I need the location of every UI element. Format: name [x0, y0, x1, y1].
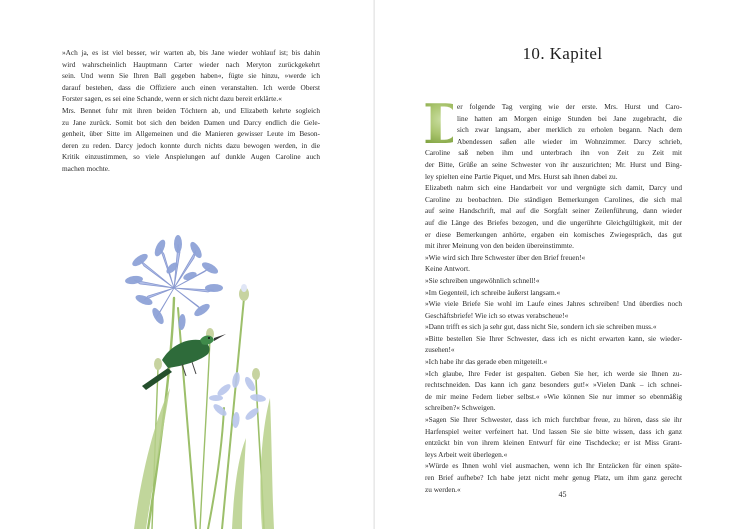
text-line: auf seine Handschrift, mal auf die Sorgfalt seiner Zeilenführung, dann wieder — [425, 206, 682, 216]
text-line: machen mochte. — [62, 163, 110, 173]
chapter-title: 10. Kapitel — [522, 44, 603, 63]
text-line: Forster sagen, es sei eine Schande, wenn er sich nicht dazu bereit erklärte.« — [62, 94, 282, 104]
text-line: er folgende Tag verging wie der erste. Mrs. Hurst und Caro- — [457, 102, 682, 111]
text-line: mit ihrer Meinung von den beiden übereinstimmte. — [425, 241, 574, 251]
text-line: Mrs. Bennet fuhr mit ihren beiden Töchtern ab, und Elizabeth kehrte sogleich — [62, 105, 320, 115]
text-line: »Dann trifft es sich ja sehr gut, dass nicht Sie, sondern ich sie schreiben muss.« — [425, 322, 657, 332]
page-number: 45 — [558, 490, 567, 499]
text-line: ren Brief aufhebe? Ich habe jetzt nicht mehr genug Platz, um ihm ganz gerecht — [425, 473, 682, 482]
left-page-text — [62, 47, 320, 175]
text-line: »Sagen Sie Ihrer Schwester, dass ich mich furchtbar freue, zu hören, dass sie ihr — [425, 415, 682, 425]
text-line: zu werden.« — [425, 484, 461, 494]
text-line: darauf bestehen, dass die Offiziere auch einen veranstalten. Ich werde Oberst — [62, 82, 320, 92]
text-line: zu Jane zurück. Somit bot sich den beiden Damen und Darcy endlich die Gele- — [62, 117, 320, 127]
text-line: auf die Länge des Briefes bezogen, und die ungerührte Gleichgültigkeit, mit der — [425, 217, 682, 227]
text-line: Kritik einzustimmen, so viele Anspielungen auf dunkle Augen Caroline auch — [62, 152, 320, 162]
text-line: »Ich habe ihr das gerade eben mitgeteilt.« — [425, 357, 548, 367]
text-line: »Wie wird sich Ihre Schwester über den Brief freuen!« — [425, 252, 586, 262]
text-line: »Sie schreiben ungewöhnlich schnell!« — [425, 275, 540, 285]
text-line: rechtschneiden. Das kann ich ganz besonders gut!« »Vielen Dank – ich schnei- — [425, 380, 682, 390]
text-line: sich zwar langsam, aber merklich zu erholen begann. Nach dem — [457, 125, 682, 135]
text-line: ley spielten eine Partie Piquet, und Mrs. Hurst sah ihnen dabei zu. — [425, 171, 618, 181]
agapanthus-illustration — [112, 218, 292, 529]
text-line: line hatten am Morgen einige Stunden bei Jane zugebracht, die — [457, 113, 682, 123]
text-line: schreiben?« Schweigen. — [425, 403, 496, 413]
text-line: er diese Bemerkungen anhörte, ergaben ein komisches Zwiegespräch, das gut — [425, 229, 682, 239]
text-line: sein. Und wenn Sie Ihren Ball gegeben haben«, fügte sie hinzu, »werde ich — [62, 71, 320, 81]
text-line: Elizabeth nahm sich eine Handarbeit vor und vergnügte sich damit, Darcy und — [425, 183, 682, 193]
text-line: Harfenspiel weiter verfeinert hat. Und lassen Sie sie bitte wissen, dass ich ganz — [425, 426, 682, 436]
text-line: Keine Antwort. — [425, 264, 470, 274]
text-line: deren zu reden. Darcy jedoch konnte durch nichts dazu bewogen werden, in die — [62, 140, 320, 150]
drop-cap-letter: D — [423, 92, 470, 156]
right-page-text — [423, 92, 682, 495]
text-line: genheit, über Sitte im Allgemeinen und die Manieren gewisser Leute im Beson- — [62, 129, 320, 139]
text-line: »Würde es Ihnen wohl viel ausmachen, wenn ich Ihr Entzücken für einen späte- — [425, 461, 682, 471]
text-line: »Im Gegenteil, ich schreibe äußerst langsam.« — [425, 287, 561, 297]
text-line: zusehen!« — [425, 345, 455, 355]
text-line: »Ich glaube, Ihre Feder ist gespalten. Geben Sie her, ich werde sie Ihnen zu- — [425, 368, 682, 378]
text-line: Geschäftsbriefe! Wie ich so etwas verabscheue!« — [425, 310, 569, 320]
text-line: Caroline saß neben ihm und unterbrach ihn von Zeit zu Zeit mit — [425, 148, 682, 158]
text-line: »Bitte bestellen Sie Ihrer Schwester, dass ich es nicht erwarten kann, sie wieder- — [425, 333, 682, 343]
text-line: leys Arbeit weit überlegen.« — [425, 449, 508, 459]
text-line: Abendessen saßen alle wieder im Wohnzimmer. Darcy schrieb, — [457, 136, 682, 146]
text-line: wird wahrscheinlich Hauptmann Carter wieder nach Meryton zurückgekehrt — [62, 59, 320, 69]
text-line: entzückt bin von ihrem kleinen Entwurf für eine Tischdecke; er ist Miss Grant- — [425, 438, 682, 448]
text-line: »Ach ja, es ist viel besser, wir warten ab, bis Jane wieder wohlauf ist; bis dahin — [62, 48, 320, 57]
text-line: de mir meine Federn lieber selbst.« »Wie können Sie nur immer so ebenmäßig — [425, 391, 682, 401]
text-line: Caroline zu beobachten. Die ständigen Bemerkungen Carolines, die sich mal — [425, 194, 682, 204]
text-line: der Bitte, Grüße an seine Schwester von ihr auszurichten; Mr. Hurst und Bing- — [425, 159, 682, 169]
text-line: »Wie viele Briefe Sie wohl im Laufe eines Jahres schreiben! Und überdies noch — [425, 299, 682, 309]
